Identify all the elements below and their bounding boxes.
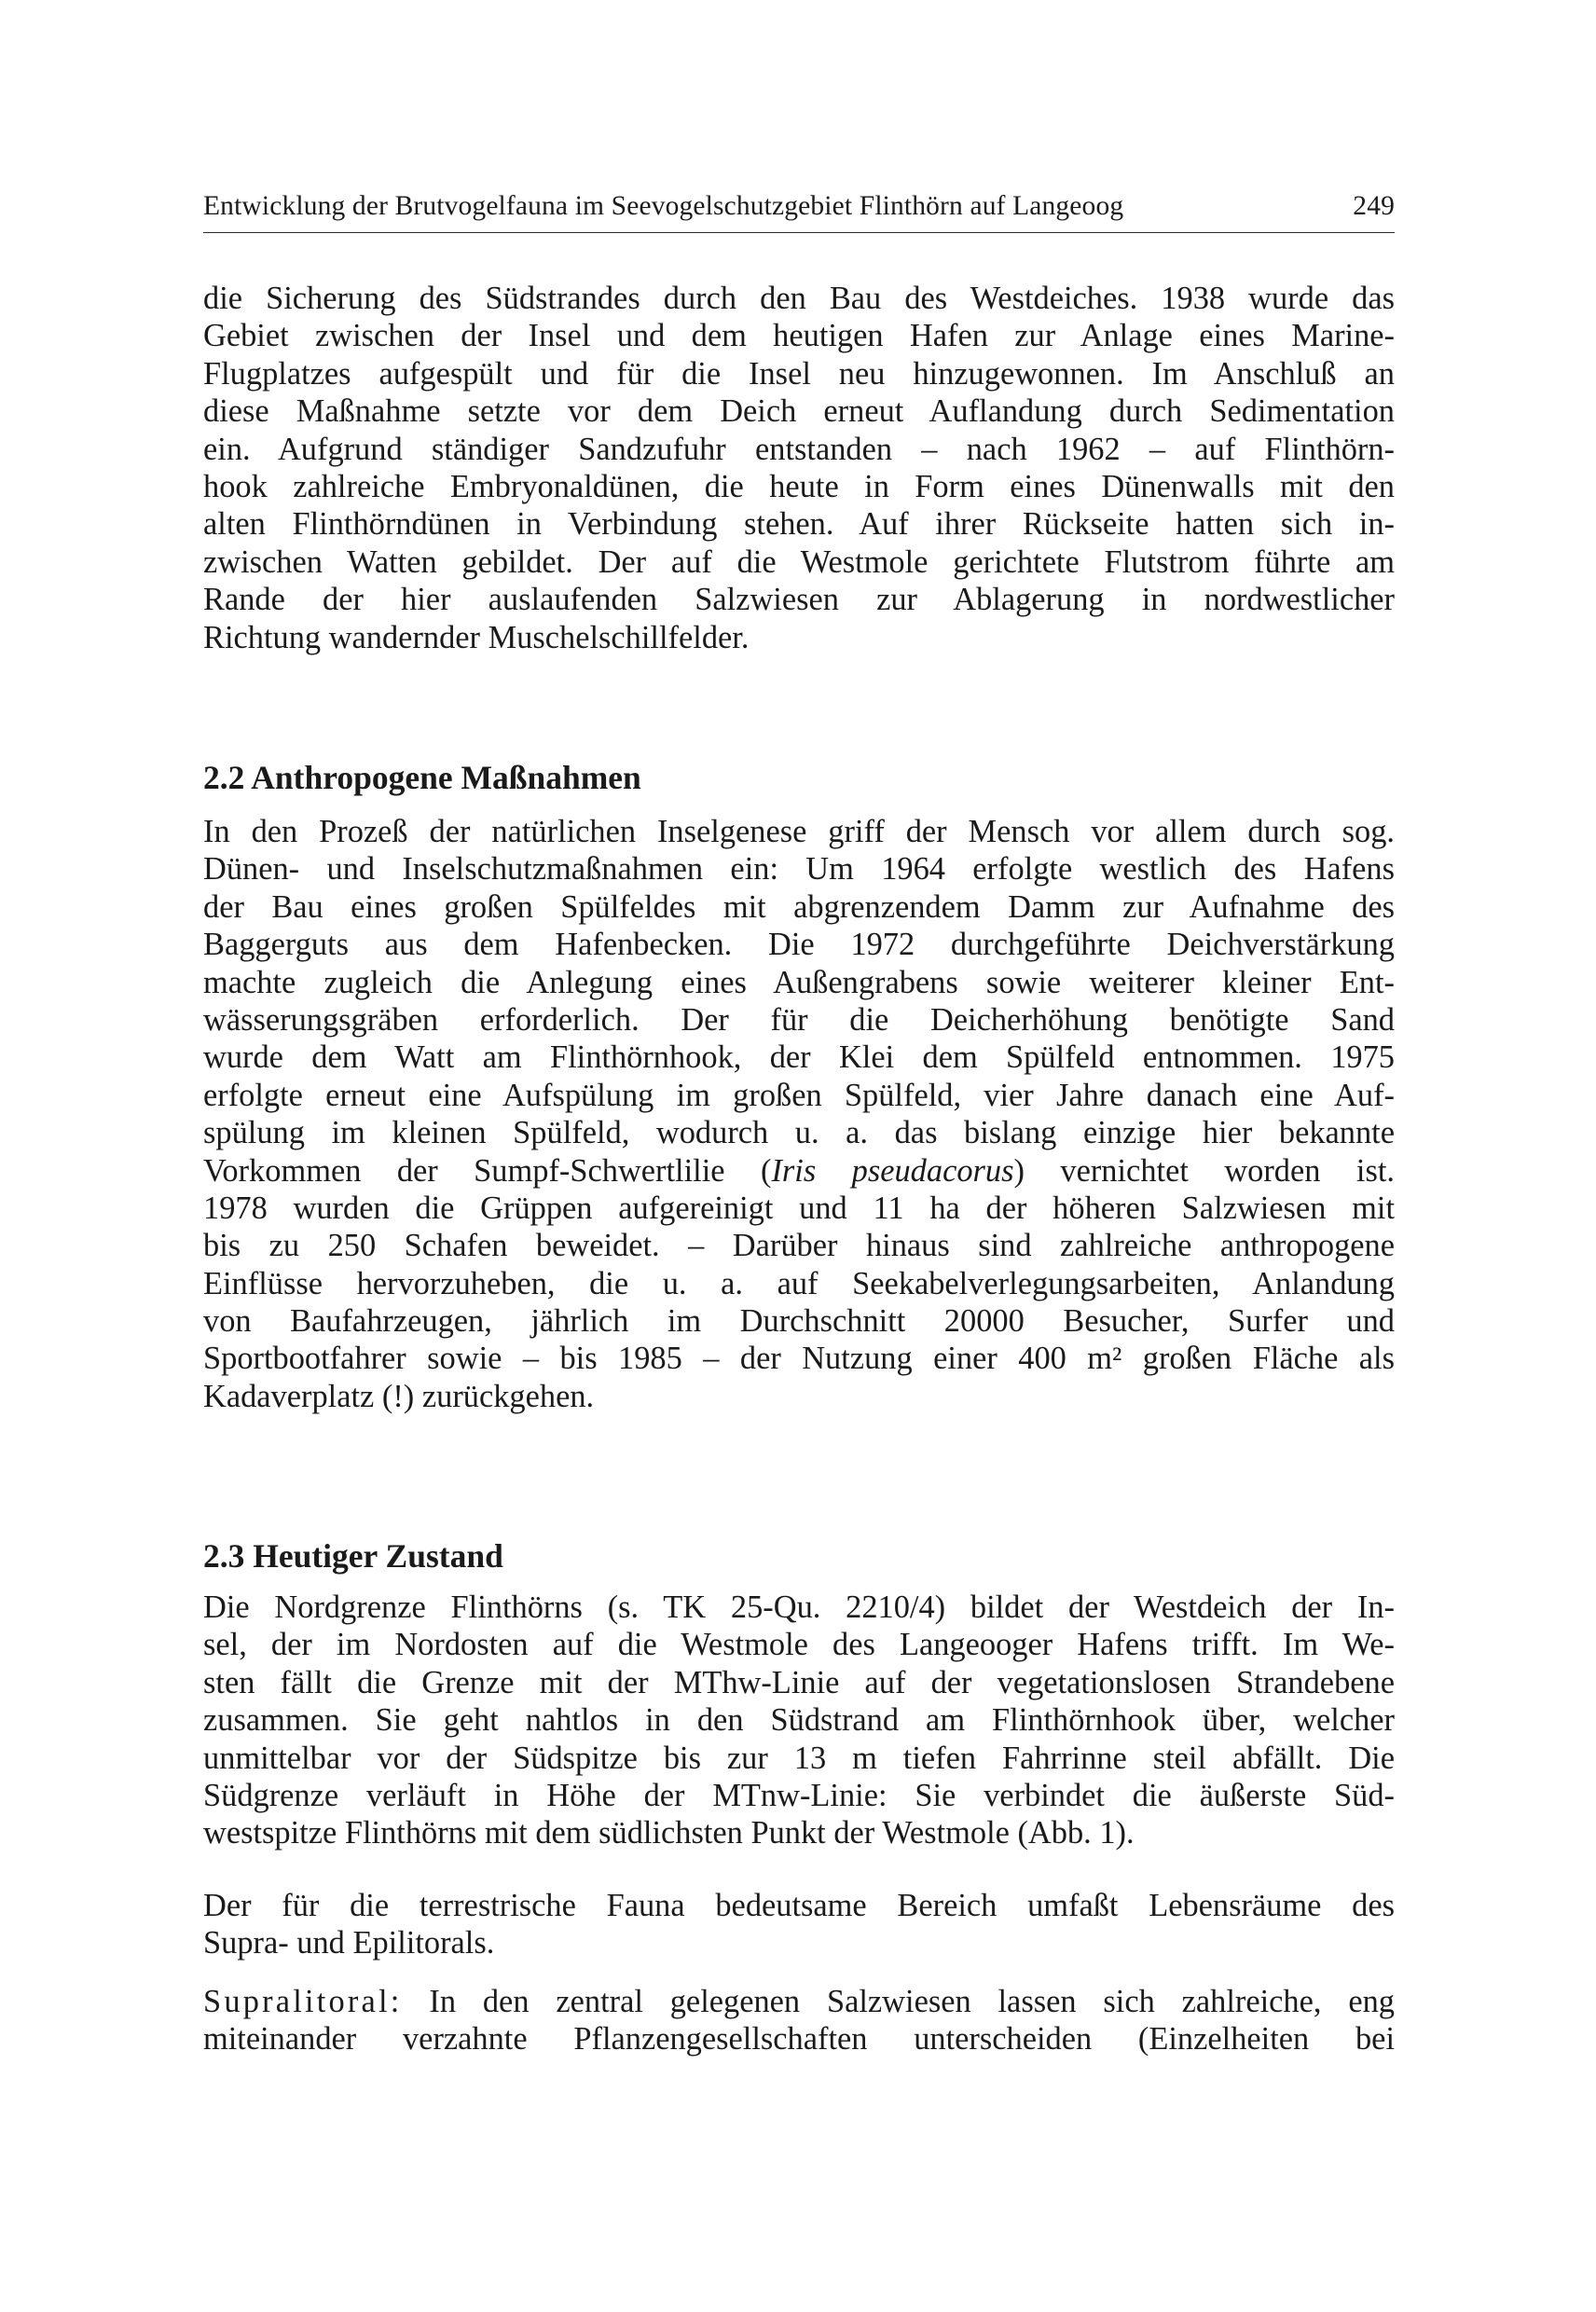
text-line: wässerungsgräben erforderlich. Der für die Deicherhöhung benötigte Sand [203,1001,1395,1038]
section-2-2-paragraph [203,813,1395,1415]
text-line: Vorkommen der Sumpf-Schwertlilie (Iris pseudacorus) vernichtet worden ist. [203,1152,1395,1189]
section-heading-2-2: 2.2 Anthropogene Maßnahmen [203,759,641,796]
text-line: Einflüsse hervorzuheben, die u. a. auf Seekabelverlegungsarbeiten, Anlandung [203,1265,1395,1301]
text-line: von Baufahrzeugen, jährlich im Durchschnitt 20000 Besucher, Surfer und [203,1303,1395,1340]
text-line: der Bau eines großen Spülfeldes mit abgrenzendem Damm zur Aufnahme des [203,888,1395,925]
text-line: machte zugleich die Anlegung eines Außengrabens sowie weiterer kleiner Ent- [203,964,1395,1000]
text-line: wurde dem Watt am Flinthörnhook, der Klei dem Spülfeld entnommen. 1975 [203,1039,1395,1076]
text-line: die Sicherung des Südstrandes durch den Bau des Westdeiches. 1938 wurde das [203,281,1395,316]
species-name: Iris pseudacorus [771,1152,1014,1189]
text-line: hook zahlreiche Embryonaldünen, die heute in Form eines Dünenwalls mit den [203,468,1395,504]
term-supralitoral: Supralitoral: [203,1984,403,2019]
text-line: Sportbootfahrer sowie – bis 1985 – der Nutzung einer 400 m² großen Fläche als [203,1341,1395,1377]
text-line [203,1983,1395,2020]
text-line: Baggerguts aus dem Hafenbecken. Die 1972 durchgeführte Deichverstärkung [203,927,1395,963]
text-line: Flugplatzes aufgespült und für die Insel neu hinzugewonnen. Im Anschluß an [203,355,1395,392]
text-line: 1978 wurden die Grüppen aufgereinigt und 11 ha der höheren Salzwiesen mit [203,1190,1395,1226]
text-line: Die Nordgrenze Flinthörns (s. TK 25-Qu. 2210/4) bildet der Westdeich der In- [203,1590,1395,1625]
text-line: Gebiet zwischen der Insel und dem heutigen Hafen zur Anlage eines Marine- [203,318,1395,354]
section-heading-2-3: 2.3 Heutiger Zustand [203,1537,503,1575]
text-line: Der für die terrestrische Fauna bedeutsame Bereich umfaßt Lebensräume des [203,1888,1395,1923]
text-line: Supra- und Epilitorals. [203,1925,495,1961]
text-line: unmittelbar vor der Südspitze bis zur 13 m tiefen Fahrrinne steil abfällt. Die [203,1740,1395,1776]
text-line: Dünen- und Inselschutzmaßnahmen ein: Um 1964 erfolgte westlich des Hafens [203,851,1395,888]
text-line: spülung im kleinen Spülfeld, wodurch u. a. das bislang einzige hier bekannte [203,1115,1395,1151]
section-2-3-paragraph-3 [203,1983,1395,2058]
text-line: bis zu 250 Schafen beweidet. – Darüber hinaus sind zahlreiche anthropogene [203,1228,1395,1264]
page-number: 249 [1353,191,1395,221]
text-line: Rande der hier auslaufenden Salzwiesen zur Ablagerung in nordwestlicher [203,582,1395,618]
text-line: sel, der im Nordosten auf die Westmole des Langeooger Hafens trifft. Im We- [203,1627,1395,1663]
text-line: alten Flinthörndünen in Verbindung stehen. Auf ihrer Rückseite hatten sich in- [203,506,1395,543]
text-line: zusammen. Sie geht nahtlos in den Südstrand am Flinthörnhook über, welcher [203,1702,1395,1739]
text-line: sten fällt die Grenze mit der MThw-Linie auf der vegetationslosen Strandebene [203,1664,1395,1700]
running-head-title: Entwicklung der Brutvogelfauna im Seevogelschutzgebiet Flinthörn auf Langeoog [203,191,1124,221]
text-line-continuation: In den zentral gelegenen Salzwiesen lassen sich zahlreiche, eng [429,1984,1395,2019]
text-line: ein. Aufgrund ständiger Sandzufuhr entstanden – nach 1962 – auf Flinthörn- [203,431,1395,467]
text-line: Südgrenze verläuft in Höhe der MTnw-Linie: Sie verbindet die äußerste Süd- [203,1777,1395,1813]
text-line: zwischen Watten gebildet. Der auf die Westmole gerichtete Flutstrom führte am [203,544,1395,580]
text-line: diese Maßnahme setzte vor dem Deich erneut Auflandung durch Sedimentation [203,393,1395,430]
text-line: westspitze Flinthörns mit dem südlichsten Punkt der Westmole (Abb. 1). [203,1815,1135,1851]
text-line: Richtung wandernder Muschelschillfelder. [203,619,750,655]
text-line: erfolgte erneut eine Aufspülung im großen Spülfeld, vier Jahre danach eine Auf- [203,1077,1395,1113]
section-2-3-paragraph-2 [203,1887,1395,1962]
running-head [203,189,1395,223]
text-line: In den Prozeß der natürlichen Inselgenese griff der Mensch vor allem durch sog. [203,814,1395,849]
text-line: Kadaverplatz (!) zurückgehen. [203,1378,595,1414]
text-line: miteinander verzahnte Pflanzengesellschaften unterscheiden (Einzelheiten bei [203,2021,1395,2057]
section-2-3-paragraph-1 [203,1589,1395,1852]
intro-paragraph [203,280,1395,656]
header-rule [203,232,1395,233]
